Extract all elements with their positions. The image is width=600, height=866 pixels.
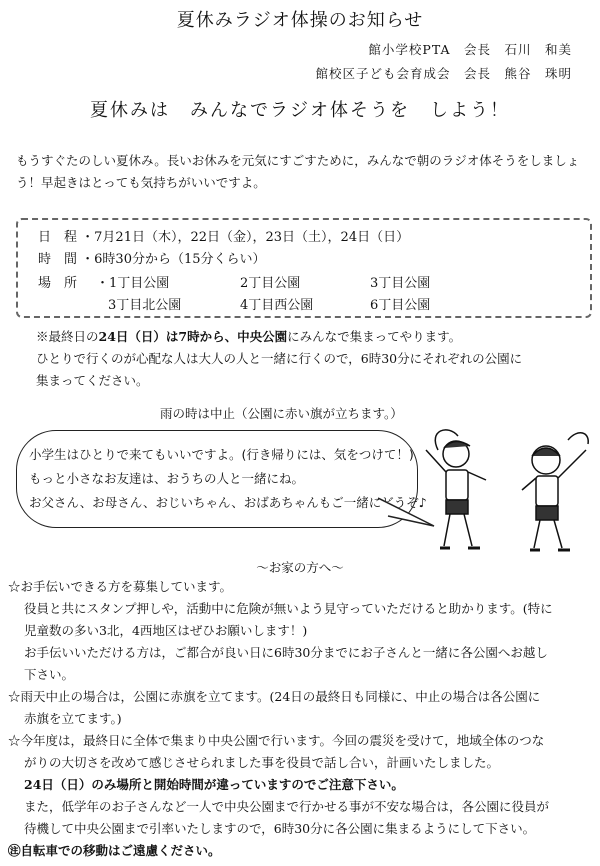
notice-line2: ひとりで行くのが心配な人は大人の人と一緒に行くので，6時30分にそれぞれの公園に xyxy=(36,351,523,366)
rain-notice: 雨の時は中止（公園に赤い旗が立ちます。） xyxy=(160,406,403,421)
note-caution-bold: 24日（日）のみ場所と開始時間が違っていますのでご注意下さい。 xyxy=(24,777,404,792)
girl-figure xyxy=(522,433,588,550)
notice-highlight: 24日（日）は7時から、中央公園 xyxy=(98,329,288,344)
subtitle: 夏休みは みんなでラジオ体そうを しよう！ xyxy=(90,100,510,121)
organizer-pta: 館小学校PTA 会長 石川 和美 xyxy=(368,42,572,57)
note-final-day-line2: がりの大切さを改めて感じさせられました事を役員で話し合い，計画いたしました。 xyxy=(24,755,500,770)
notice-line3: 集まってください。 xyxy=(36,373,149,388)
place-3chome-kita: 3丁目北公園 xyxy=(108,298,182,313)
bubble-line1: 小学生はひとりで来てもいいですよ。(行き帰りには、気をつけて！) xyxy=(29,447,414,462)
intro-paragraph: もうすぐたのしい夏休み。長いお休みを元気にすごすために，みんなで朝のラジオ体そうをしましょう！早起きはとっても気持ちがいいですよ。 xyxy=(16,153,580,190)
date-value: ・7月21日（木），22日（金），23日（土），24日（日） xyxy=(81,230,410,245)
time-row xyxy=(38,248,266,267)
final-day-notice xyxy=(36,326,588,392)
notice-prefix: ※最終日の xyxy=(36,329,99,344)
place-2chome: 2丁目公園 xyxy=(240,276,301,291)
notice-suffix: にみんなで集まってやります。 xyxy=(287,329,462,344)
date-label: 日 程 xyxy=(38,230,78,245)
time-value: ・6時30分から（15分くらい） xyxy=(81,252,266,267)
place-1chome: ・1丁目公園 xyxy=(96,276,170,291)
time-label: 時 間 xyxy=(38,252,78,267)
bubble-line3: お父さん、お母さん、おじいちゃん、おばあちゃんもご一緒にどうぞ♪ xyxy=(29,495,427,510)
speech-bubble xyxy=(16,430,427,528)
family-heading: 〜お家の方へ〜 xyxy=(256,560,344,575)
note-helpers-line4: 下さい。 xyxy=(24,667,75,682)
place-label: 場 所 xyxy=(38,276,78,291)
note-final-day-line1: ☆今年度は，最終日に全体で集まり中央公園で行います。今回の震災を受けて，地域全体のつな xyxy=(8,733,545,748)
note-helpers-line2: 児童数の多い3北，4西地区はぜひお願いします！) xyxy=(24,623,308,638)
bubble-line2: もっと小さなお友達は、おうちの人と一緒にね。 xyxy=(29,471,305,486)
place-4chome-nishi: 4丁目西公園 xyxy=(240,298,314,313)
note-bicycle: ㊟自転車での移動はご遠慮ください。 xyxy=(8,843,221,858)
parents-notes xyxy=(8,576,592,862)
boy-figure xyxy=(426,430,486,548)
place-3chome: 3丁目公園 xyxy=(370,276,431,291)
schedule-box xyxy=(16,218,592,318)
place-6chome: 6丁目公園 xyxy=(370,298,431,313)
note-rain-line2: 赤旗を立てます。) xyxy=(24,711,122,726)
note-escort-line1: また，低学年のお子さんなど一人で中央公園まで行かせる事が不安な場合は，各公園に役員が xyxy=(24,799,550,814)
note-helpers-line1: 役員と共にスタンプ押しや，活動中に危険が無いよう見守っていただけると助かります。(特に xyxy=(24,601,553,616)
note-helpers-heading: ☆お手伝いできる方を募集しています。 xyxy=(8,579,233,594)
page-title: 夏休みラジオ体操のお知らせ xyxy=(176,10,424,31)
note-helpers-line3: お手伝いいただける方は，ご都合が良い日に6時30分までにお子さんと一緒に各公園へお越し xyxy=(24,645,548,660)
note-rain-line1: ☆雨天中止の場合は，公園に赤旗を立てます。(24日の最終日も同様に、中止の場合は各公園に xyxy=(8,689,541,704)
organizer-kodomokai: 館校区子ども会育成会 会長 熊谷 珠明 xyxy=(315,66,572,81)
note-escort-line2: 待機して中央公園まで引率いたしますので，6時30分に各公園に集まるようにして下さい。 xyxy=(24,821,536,836)
date-row xyxy=(38,226,409,245)
children-exercising-illustration xyxy=(418,420,598,560)
